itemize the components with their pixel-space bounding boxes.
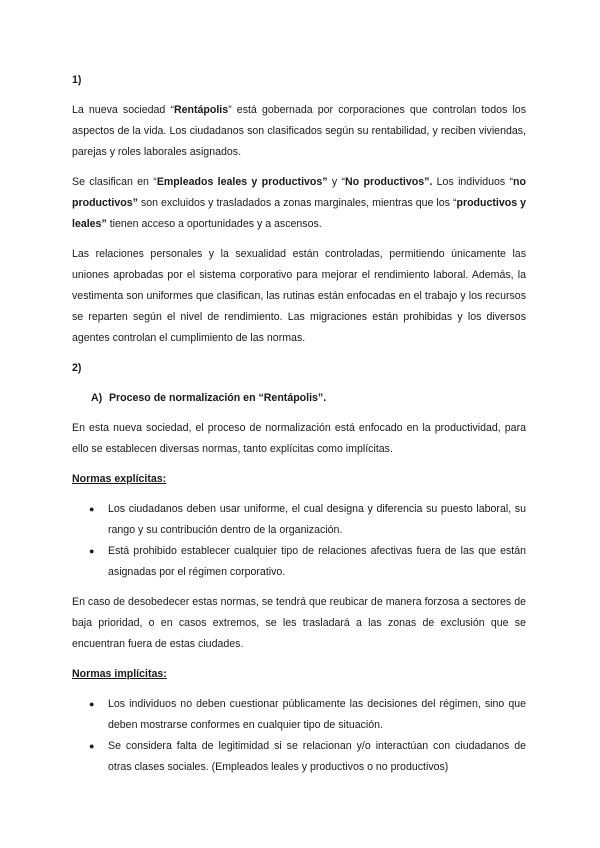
text-run: Se clasifican en “ [72, 176, 157, 188]
section-2-consequence: En caso de desobedecer estas normas, se tendrá que reubicar de manera forzosa a sectores de baja prioridad, o en casos extremos, se les trasladará a las zonas de exclusión que se encuentran fuera de estas ciudades. [72, 596, 526, 650]
section-2-subheading [91, 388, 526, 409]
section-1-paragraph-2 [72, 172, 526, 235]
section-1-number: 1) [72, 74, 82, 86]
implicit-norms-list [72, 694, 526, 778]
list-item [89, 694, 526, 736]
bullet-icon: ● [89, 504, 95, 514]
text-run: y “ [327, 176, 346, 188]
list-item-text: Está prohibido establecer cualquier tipo de relaciones afectivas fuera de las que están asignadas por el régimen corporativo. [108, 545, 526, 578]
list-item [89, 736, 526, 778]
bullet-icon: ● [89, 546, 95, 556]
implicit-norms-title: Normas implícitas: [72, 668, 167, 680]
list-item-text: Se considera falta de legitimidad si se relacionan y/o interactúan con ciudadanos de otras clases sociales. (Empleados leales y productivos o no productivos) [108, 740, 526, 773]
text-run: son excluidos y trasladados a zonas marginales, mientras que los “ [137, 197, 457, 209]
section-2-intro: En esta nueva sociedad, el proceso de normalización está enfocado en la productividad, para ello se establecen diversas normas, tanto explícitas como implícitas. [72, 422, 526, 455]
bold-run-rentapolis: Rentápolis [173, 104, 229, 116]
bold-run-leales-productivos: Empleados leales y productivos” [156, 176, 328, 188]
text-run: tienen acceso a oportunidades y a ascensos. [106, 218, 322, 230]
explicit-norms-title: Normas explícitas: [72, 473, 167, 485]
list-item-text: Los ciudadanos deben usar uniforme, el cual designa y diferencia su puesto laboral, su rango y su contribución dentro de la organización. [108, 503, 526, 536]
text-run: ” está gobernada por corporaciones que controlan todos los aspectos de la vida. Los ciudadanos son clasificados según su rentabilidad, y reciben viviendas, parejas y roles laborales asignados. [72, 104, 526, 158]
section-2-number: 2) [72, 362, 82, 374]
bold-run-no-productivos-2: no productivos” [72, 176, 526, 209]
explicit-norms-list [72, 499, 526, 583]
subheading-label: A) [91, 392, 103, 404]
text-run: Los individuos “ [432, 176, 514, 188]
text-run: La nueva sociedad “ [72, 104, 174, 116]
bullet-icon: ● [89, 741, 95, 751]
bold-run-no-productivos: No productivos”. [345, 176, 433, 188]
list-item-text: Los individuos no deben cuestionar públicamente las decisiones del régimen, sino que deben mostrarse conformes en cualquier tipo de situación. [108, 698, 526, 731]
subheading-title: Proceso de normalización en “Rentápolis”. [108, 392, 327, 404]
list-item [89, 541, 526, 583]
bold-run-productivos-leales: productivos y leales” [72, 197, 526, 230]
bullet-icon: ● [89, 699, 95, 709]
list-item [89, 499, 526, 541]
section-1-paragraph-3: Las relaciones personales y la sexualidad están controladas, permitiendo únicamente las uniones aprobadas por el sistema corporativo para mejorar el rendimiento laboral. Además, la vestimenta son uniformes que clasifican, las rutinas están enfocadas en el trabajo y los recursos se reparten según el nivel de rendimiento. Las migraciones están prohibidas y los diversos agentes controlan el cumplimiento de las normas. [72, 248, 526, 344]
section-1-paragraph-1 [72, 100, 526, 163]
